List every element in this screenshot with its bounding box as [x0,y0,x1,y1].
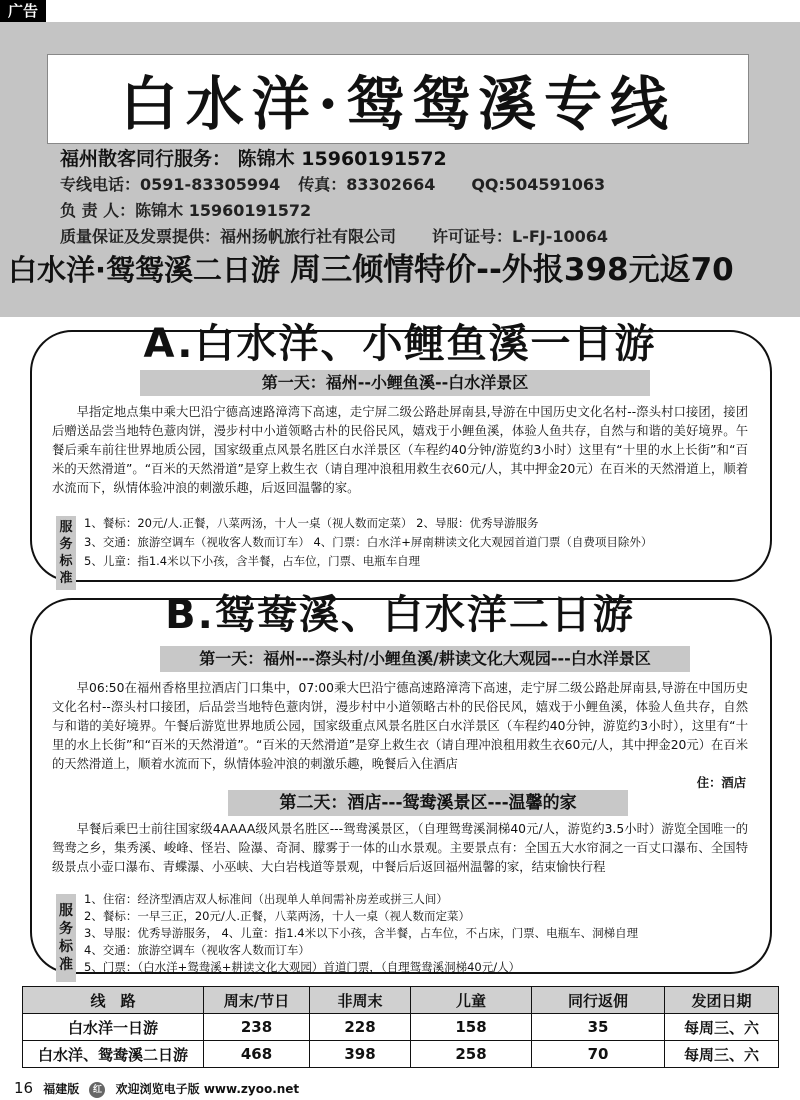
tour-a-service-2: 3、交通：旅游空调车（视收客人数而订车） 4、门票：白水洋+屏南耕读文化大观园首道门票（自费项目除外） [84,535,653,549]
table-row: 白水洋、鸳鸯溪二日游 468 398 258 70 每周三、六 [23,1041,779,1068]
contact-line-3: 负 责 人：陈锦木 15960191572 [60,201,312,220]
tour-b-day1-bar: 第一天：福州---漈头村/小鲤鱼溪/耕读文化大观园---白水洋景区 [160,646,690,672]
tour-b-day2-text: 早餐后乘巴士前往国家级4AAAA级风景名胜区---鸳鸯溪景区，（自理鸳鸯溪洞梯40元/人，游览约3.5小时）游览全国唯一的鸳鸯之乡，集秀溪、峻峰、怪岩、险瀑、奇洞、朦雾于一体的山水景观。主要景点有：全国五大水帘洞之一百丈口瀑布、全国特级景点小壶口瀑布、青蝶瀑、小巫峡、大白岩栈道等景观，中餐后后返回福州温馨的家，结束愉快行程 [52,822,748,874]
tour-b-title: B.鸳鸯溪、白水洋二日游 [165,592,635,638]
col-weekday: 非周末 [310,987,411,1014]
tour-a-day1-bar: 第一天：福州--小鲤鱼溪--白水洋景区 [140,370,650,396]
promo-part2: 周三倾情特价--外报398元返70 [290,252,734,288]
col-commission: 同行返佣 [532,987,665,1014]
publication-logo-icon: 红 [89,1082,105,1098]
table-row: 白水洋一日游 238 228 158 35 每周三、六 [23,1014,779,1041]
tour-b-service-5: 5、门票：（白水洋+鸳鸯溪+耕读文化大观园）首道门票，（自理鸳鸯溪洞梯40元/人） [84,960,521,974]
tour-b-service-3: 3、导服：优秀导游服务， 4、儿童：指1.4米以下小孩，含半餐，占车位，不占床，门票、电瓶车、洞梯自理 [84,926,639,940]
col-child: 儿童 [411,987,532,1014]
tour-b-day1-text: 早06:50在福州香格里拉酒店门口集中，07:00乘大巴沿宁德高速路漳湾下高速，走宁屏二级公路赴屏南县,导游在中国历史文化名村--漈头村口接团，后品尝当地特色薏肉饼，漫步村中小道领略古朴的民俗民风，嬉戏于小鲤鱼溪，体验人鱼共存，自然与和谐的美好境界。午餐后游览世界地质公园，国家级重点风景名胜区白水洋景区（车程约40分钟，游览约3小时），这里有“十里的水上长街”和“百米的天然滑道”。“百米的天然滑道”是穿上救生衣（请自理冲浪租用救生衣60元/人，其中押金20元）在百米的天然滑道上，顺着水流而下，纵情体验冲浪的刺激乐趣，晚餐后入住酒店 [52,681,748,771]
tour-b-service-1: 1、住宿：经济型酒店双人标准间（出现单人单间需补房差或拼三人间） [84,892,448,906]
promo-part1: 白水洋·鸳鸳溪二日游 [8,253,281,287]
col-weekend: 周末/节日 [204,987,310,1014]
tour-a-day1-text: 早指定地点集中乘大巴沿宁德高速路漳湾下高速，走宁屏二级公路赴屏南县,导游在中国历史文化名村--漈头村口接团，接团后赠送品尝当地特色薏肉饼，漫步村中小道领略古朴的民俗民风，嬉戏于小鲤鱼溪，体验人鱼共存，自然与和谐的美好境界。午餐后乘车前往世界地质公园，国家级重点风景名胜区白水洋景区（车程约40分钟/游览约3小时）这里有“十里的水上长街”和“百米的天然滑道”。“百米的天然滑道”是穿上救生衣（请自理冲浪租用救生衣60元/人，其中押金20元）在百米的天然滑道上，顺着水流而下，纵情体验冲浪的刺激乐趣，后返回温馨的家。 [52,405,748,495]
tour-a-title: A.白水洋、小鲤鱼溪一日游 [143,321,657,367]
tour-a-service-tag: 服务标准 [56,516,76,590]
tour-a-service-1: 1、餐标：20元/人.正餐，八菜两汤，十人一桌（视人数而定菜） 2、导服：优秀导游服务 [84,516,539,530]
contact-line-1: 福州散客同行服务： 陈锦木 15960191572 [60,148,447,170]
footer-website: 欢迎浏览电子版 www.zyoo.net [115,1082,300,1096]
ad-tag: 广告 [0,0,46,22]
title-box [47,54,749,144]
col-departure: 发团日期 [665,987,779,1014]
tour-b-day2-bar: 第二天：酒店---鸳鸯溪景区---温馨的家 [228,790,628,816]
tour-b-service-4: 4、交通：旅游空调车（视收客人数而订车） [84,943,310,957]
page-title: 白水洋·鸳鸳溪专线 [119,70,677,138]
footer [14,1078,394,1098]
tour-b-service-2: 2、餐标：一早三正，20元/人.正餐，八菜两汤，十人一桌（视人数而定菜） [84,909,470,923]
col-route: 线 路 [23,987,204,1014]
page-number: 16 [14,1079,34,1097]
price-table [22,986,779,1068]
tour-b-day1-stay: 住：酒店 [696,776,746,790]
table-header-row [23,987,779,1014]
contact-line-4: 质量保证及发票提供：福州扬帆旅行社有限公司 许可证号：L-FJ-10064 [60,227,609,246]
promo-banner [8,250,798,290]
edition-label: 福建版 [43,1082,80,1096]
tour-b-service-tag: 服务标准 [56,894,76,982]
tour-a-service-3: 5、儿童：指1.4米以下小孩，含半餐，占车位，门票、电瓶车自理 [84,554,421,568]
contact-line-2: 专线电话：0591-83305994 传真：83302664 QQ:504591063 [60,175,606,194]
contact-info [60,146,760,250]
